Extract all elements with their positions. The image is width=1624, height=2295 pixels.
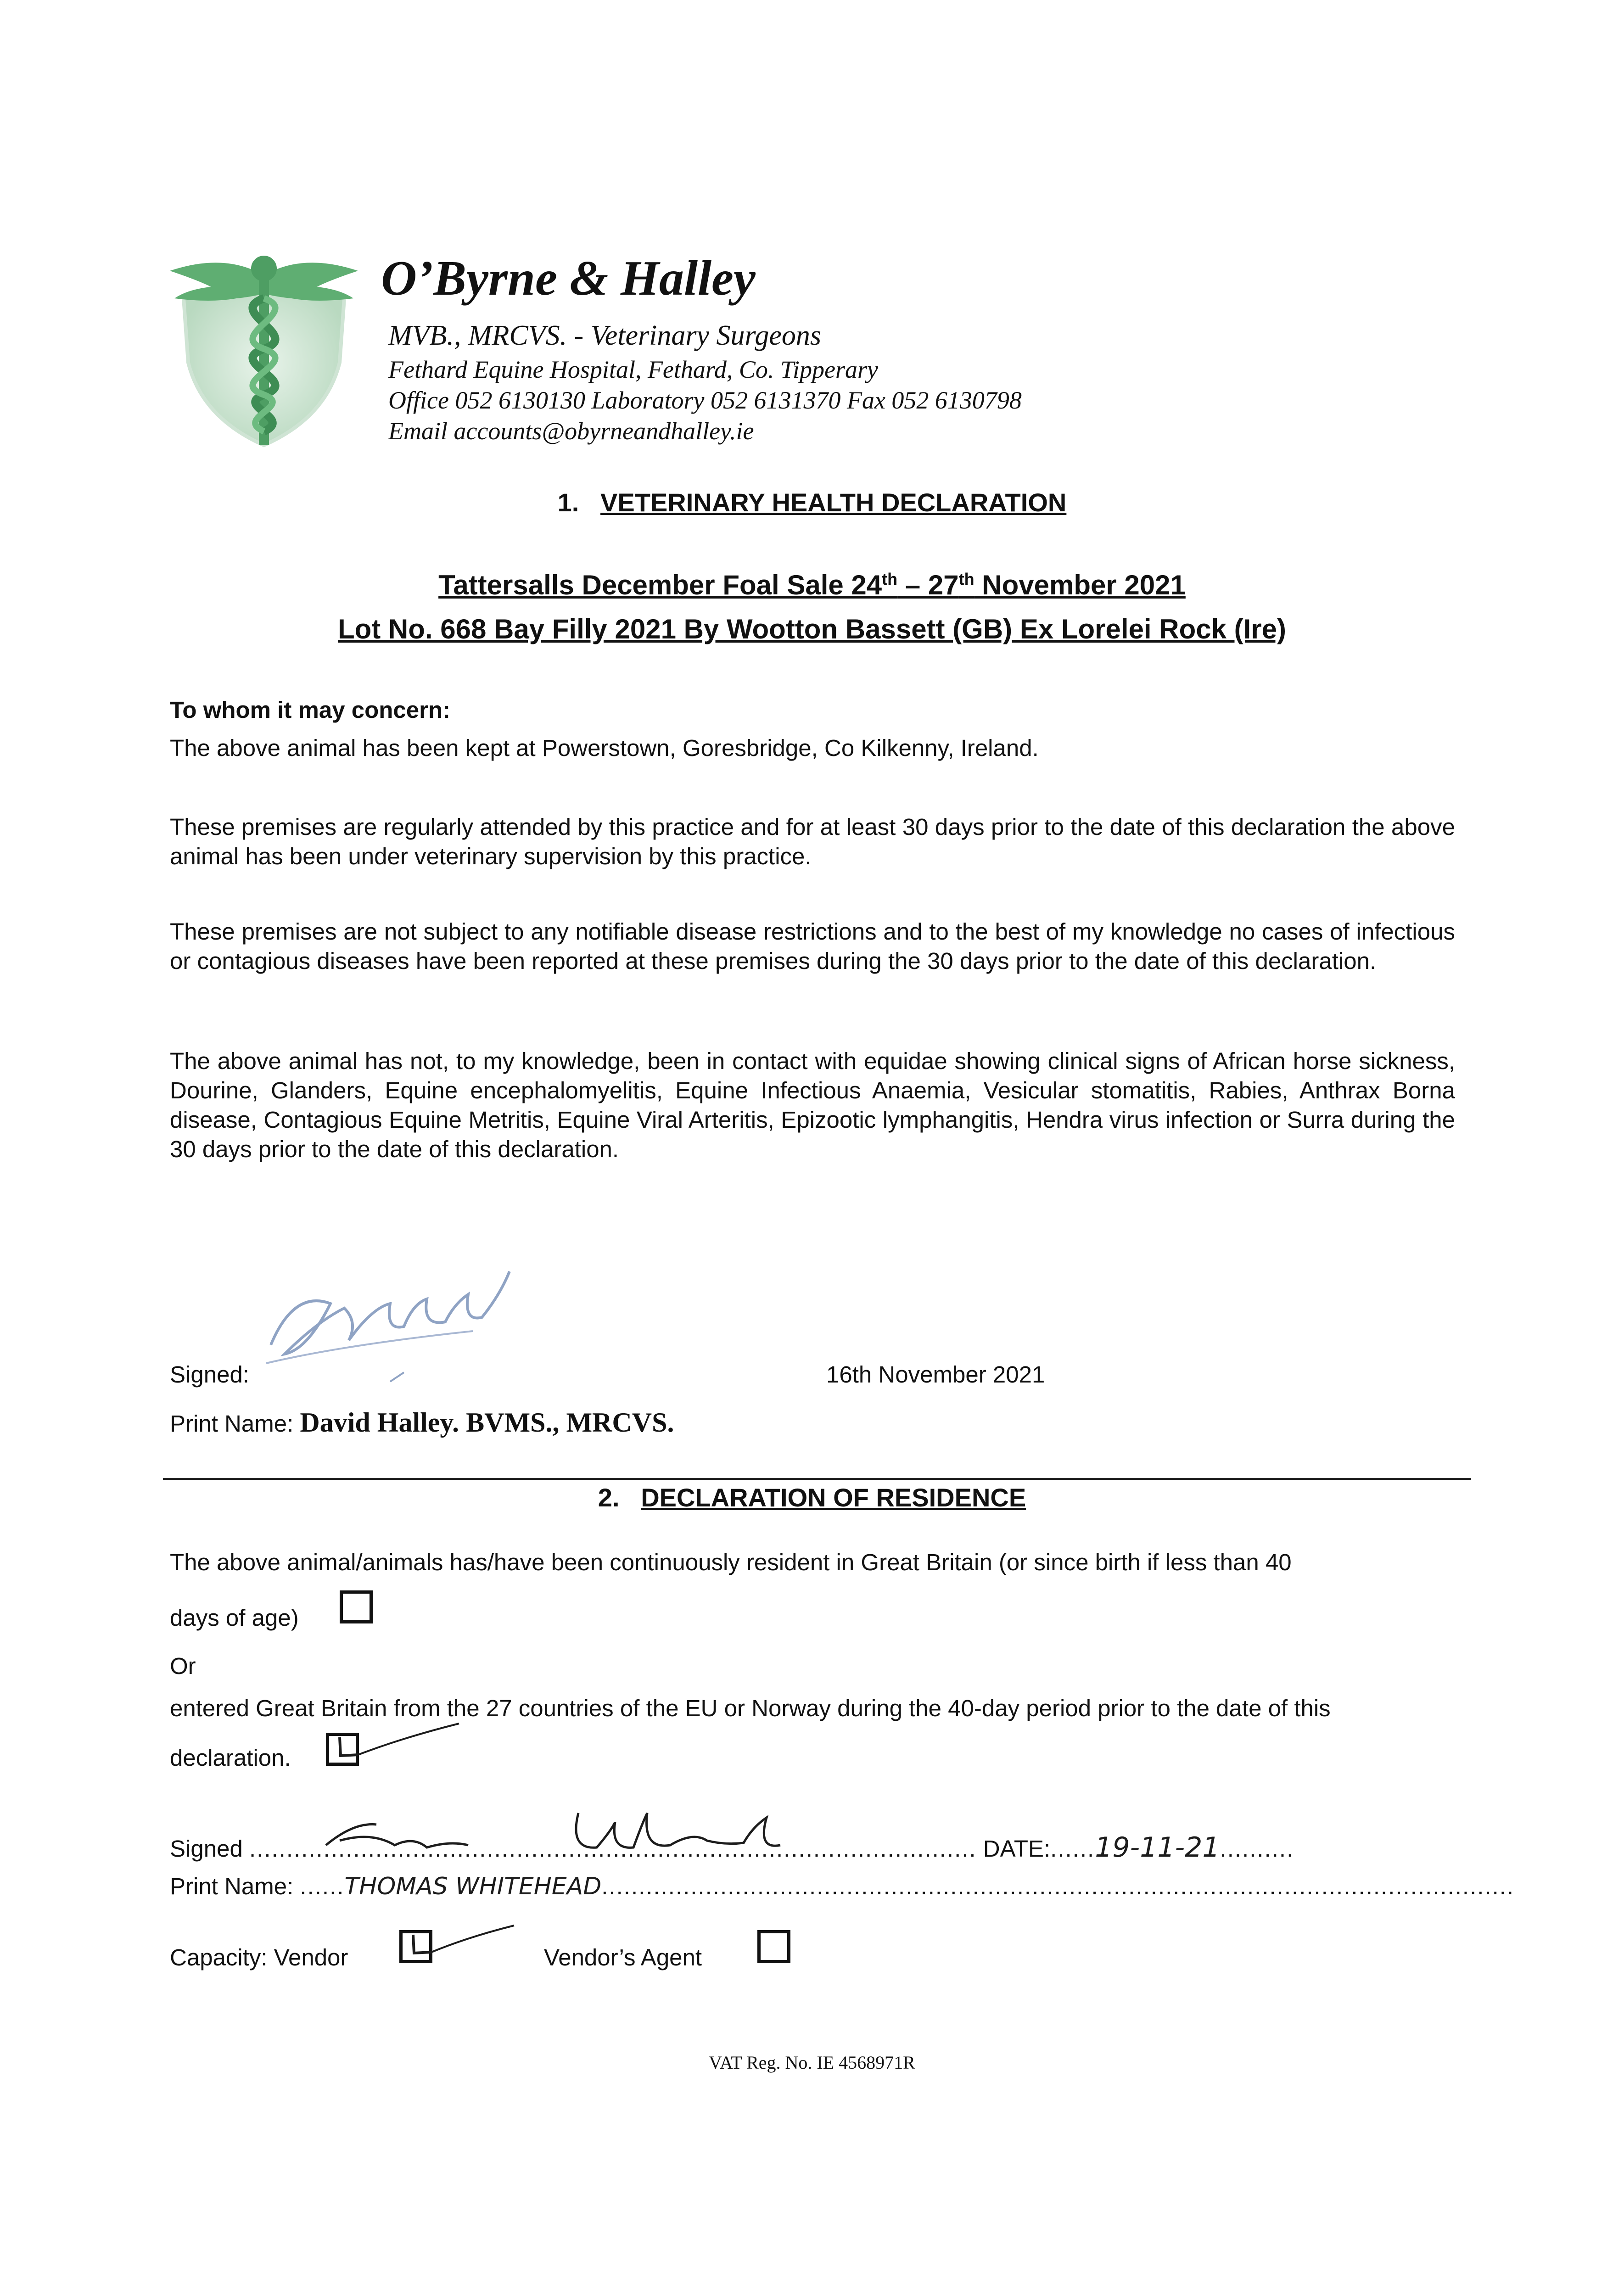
section1-number: 1.	[557, 488, 579, 517]
vendor-date-label: DATE:	[983, 1836, 1051, 1862]
sale-sup2: th	[958, 570, 974, 588]
section2-title: DECLARATION OF RESIDENCE	[641, 1483, 1026, 1512]
firm-email: Email accounts@obyrneandhalley.ie	[388, 417, 754, 445]
sale-title-part3: November 2021	[974, 570, 1186, 600]
paragraph-attendance: These premises are regularly attended by this practice and for at least 30 days prior to the date of this declaration the above animal has been under veterinary supervision by this practice.	[170, 814, 1455, 869]
or-label: Or	[170, 1653, 196, 1679]
option1-tail-text: days of age)	[170, 1605, 299, 1631]
residence-option2-tail	[170, 1744, 291, 1771]
residence-option1-text: The above animal/animals has/have been continuously resident in Great Britain (or since birth if less than 40	[170, 1549, 1292, 1575]
option2-tick-mark-icon	[330, 1719, 468, 1769]
sale-title	[0, 569, 1624, 601]
firm-qualifications: MVB., MRCVS. - Veterinary Surgeons	[388, 320, 822, 351]
vendor-handwritten-date: 19-11-21	[1095, 1831, 1220, 1864]
vendor-signed-label: Signed	[170, 1836, 243, 1862]
caduceus-logo-icon	[156, 243, 372, 454]
vendor-signed-row: Signed .................................................................................................. DATE:......19-11-21..........	[170, 1831, 1294, 1864]
vendor-print-label: Print Name:	[170, 1873, 294, 1899]
option1-checkbox[interactable]	[340, 1590, 373, 1623]
paragraph-contact: The above animal has not, to my knowledge, been in contact with equidae showing clinical signs of African horse sickness, Dourine, Glanders, Equine encephalomyelitis, Equine Infectious Anaemia, Vesicular stomatitis, Rabies, Anthrax Borna disease, Contagious Equine Metritis, Equine Viral Arteritis, Epizootic lymphangitis, Hendra virus infection or Surra during the 30 days prior to the date of this declaration.	[170, 1048, 1455, 1162]
sale-title-part2: – 27	[897, 570, 959, 600]
vendor-print-row: Print Name: ......THOMAS WHITEHEAD...........................................................................................................................	[170, 1873, 1515, 1900]
vat-registration: VAT Reg. No. IE 4568971R	[709, 2052, 915, 2073]
section-divider	[163, 1478, 1471, 1480]
residence-option1-tail	[170, 1604, 299, 1631]
vet-signed-label: Signed:	[170, 1361, 249, 1388]
lot-line: Lot No. 668 Bay Filly 2021 By Wootton Bassett (GB) Ex Lorelei Rock (Ire)	[337, 614, 1287, 644]
firm-address: Fethard Equine Hospital, Fethard, Co. Tipperary	[388, 356, 878, 383]
paragraph-restrictions: These premises are not subject to any notifiable disease restrictions and to the best of my knowledge no cases of infectious or contagious diseases have been reported at these premises during the 30 days prior to the date of this declaration.	[170, 918, 1455, 974]
vendors-agent-checkbox[interactable]	[757, 1930, 790, 1963]
firm-phones: Office 052 6130130 Laboratory 052 6131370 Fax 052 6130798	[388, 386, 1022, 414]
residence-option2-text: entered Great Britain from the 27 countries of the EU or Norway during the 40-day period prior to the date of this	[170, 1695, 1331, 1721]
firm-name: O’Byrne & Halley	[381, 251, 756, 306]
vet-print-name	[170, 1407, 674, 1439]
section2-heading	[0, 1483, 1624, 1512]
sale-sup1: th	[882, 570, 898, 588]
capacity-vendor: Capacity: Vendor	[170, 1944, 348, 1970]
vet-name: David Halley. BVMS., MRCVS.	[300, 1407, 674, 1438]
paragraph-premises: The above animal has been kept at Powerstown, Goresbridge, Co Kilkenny, Ireland.	[170, 735, 1039, 761]
vendor-signature-image	[312, 1804, 900, 1859]
vet-print-label: Print Name:	[170, 1411, 294, 1437]
salutation: To whom it may concern:	[170, 697, 451, 723]
section1-title: VETERINARY HEALTH DECLARATION	[600, 488, 1067, 517]
vendor-tick-mark-icon	[404, 1916, 523, 1967]
capacity-vendors-agent: Vendor’s Agent	[544, 1944, 702, 1970]
vet-signed-date: 16th November 2021	[826, 1361, 1045, 1388]
vendor-handwritten-name: THOMAS WHITEHEAD	[344, 1873, 602, 1900]
vet-signature-image	[252, 1253, 528, 1391]
option2-tail-text: declaration.	[170, 1745, 291, 1771]
section1-heading	[0, 487, 1624, 517]
sale-title-part1: Tattersalls December Foal Sale 24	[438, 570, 882, 600]
section2-number: 2.	[598, 1483, 620, 1512]
